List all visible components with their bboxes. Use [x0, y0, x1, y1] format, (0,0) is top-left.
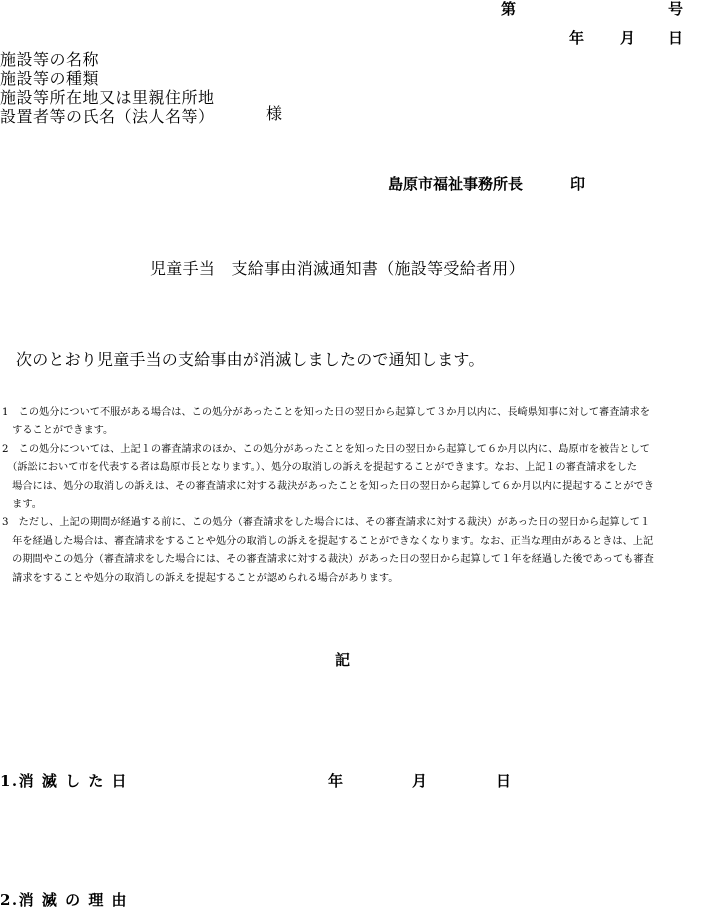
- section1-label: 1.消 滅 し た 日: [0, 772, 129, 790]
- note-line: の期間やこの処分（審査請求をした場合には、その審査請求に対する裁決）があった日の翌日から起算して１年を経過した後であっても審査: [2, 554, 654, 566]
- honorific: 様: [266, 104, 283, 123]
- note-line: することができます。: [2, 425, 114, 437]
- recipient-block: [0, 50, 215, 126]
- document-title: 児童手当 支給事由消滅通知書（施設等受給者用）: [150, 259, 525, 278]
- date-month-label: 月: [620, 29, 636, 47]
- note-line: 年を経過した場合は、審査請求をすることや処分の取消しの訴えを提起することができなくなります。なお、正当な理由があるときは、上記: [2, 535, 654, 547]
- section1-day-label: 日: [496, 772, 513, 790]
- number-suffix: 号: [668, 0, 684, 18]
- facility-address-label: 施設等所在地又は里親住所地: [0, 88, 215, 107]
- note-line: 請求をすることや処分の取消しの訴えを提起することが認められる場合があります。: [2, 572, 399, 584]
- section1-year-label: 年: [328, 772, 345, 790]
- note-line: ます。: [2, 499, 42, 511]
- lead-sentence: 次のとおり児童手当の支給事由が消滅しましたので通知します。: [16, 350, 485, 369]
- date-year-label: 年: [569, 29, 585, 47]
- date-day-label: 日: [668, 29, 684, 47]
- note-line: 2 この処分については、上記１の審査請求のほか、この処分があったことを知った日の翌日から起算して６か月以内に、島原市を被告として: [2, 443, 650, 455]
- section1-month-label: 月: [412, 772, 429, 790]
- sender-office: 島原市福祉事務所長: [388, 175, 524, 193]
- note-line: （訴訟において市を代表する者は島原市長となります。）、処分の取消しの訴えを提起することができます。なお、上記１の審査請求をした: [2, 462, 638, 474]
- note-line: 場合には、処分の取消しの訴えは、その審査請求に対する裁決があったことを知った日の翌日から起算して６か月以内に提起することができ: [2, 480, 654, 492]
- ki-heading: 記: [335, 651, 351, 669]
- note-line: 1 この処分について不服がある場合は、この処分があったことを知った日の翌日から起算して３か月以内に、長崎県知事に対して審査請求を: [2, 407, 650, 418]
- facility-type-label: 施設等の種類: [0, 69, 100, 88]
- appeal-notes: [2, 404, 710, 588]
- operator-name-label: 設置者等の氏名（法人名等）: [0, 107, 215, 126]
- facility-name-label: 施設等の名称: [0, 50, 100, 69]
- seal-mark: 印: [570, 175, 586, 193]
- number-prefix: 第: [501, 0, 517, 18]
- note-line: 3 ただし、上記の期間が経過する前に、この処分（審査請求をした場合には、その審査請求に対する裁決）があった日の翌日から起算して１: [2, 517, 651, 529]
- section2-label: 2.消 滅 の 理 由: [0, 891, 129, 909]
